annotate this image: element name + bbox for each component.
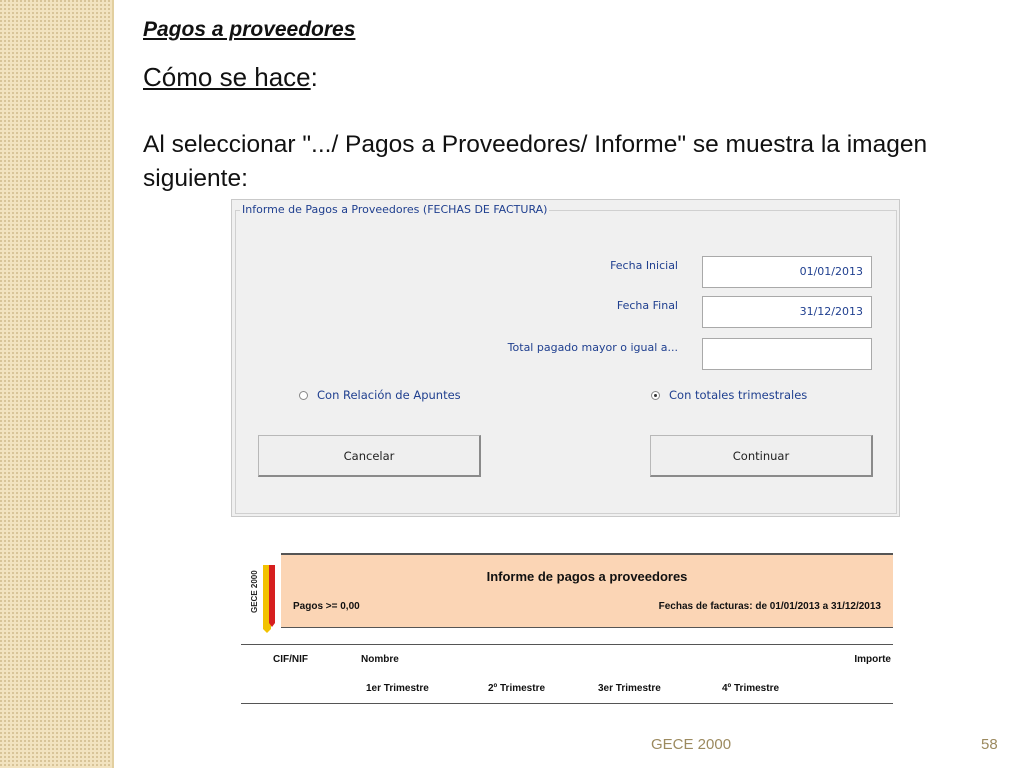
report-filter: Pagos >= 0,00 [293, 601, 360, 612]
footer-brand: GECE 2000 [651, 736, 732, 753]
col-cif: CIF/NIF [273, 654, 308, 665]
radio-totales-trimestrales[interactable] [651, 388, 807, 402]
continue-button[interactable]: Continuar [650, 435, 873, 477]
col-trimestre-1: 1er Trimestre [366, 683, 429, 694]
dialog-group-title: Informe de Pagos a Proveedores (FECHAS DE FACTURA) [242, 203, 548, 216]
fecha-inicial-input[interactable]: 01/01/2013 [702, 256, 872, 288]
report-header [281, 553, 893, 628]
report-rule-bottom [241, 703, 893, 704]
intro-text: Al seleccionar ".../ Pagos a Proveedores/ Informe" se muestra la imagen siguiente: [143, 131, 928, 192]
report-dialog [231, 199, 900, 517]
radio-relacion-apuntes[interactable] [299, 388, 461, 402]
report-date-range: Fechas de facturas: de 01/01/2013 a 31/12/2013 [658, 601, 881, 612]
subtitle-text: Cómo se hace [143, 62, 311, 92]
fecha-final-label: Fecha Final [616, 299, 678, 312]
col-trimestre-4: 4º Trimestre [722, 683, 780, 694]
logo-text: GECE 2000 [250, 570, 259, 613]
col-trimestre-2: 2º Trimestre [488, 683, 546, 694]
radio-relacion-label: Con Relación de Apuntes [317, 388, 461, 402]
col-trimestre-3: 3er Trimestre [598, 683, 661, 694]
total-label: Total pagado mayor o igual a... [507, 341, 678, 354]
total-input[interactable] [702, 338, 872, 370]
report-preview [241, 553, 893, 708]
decorative-side-strip [0, 0, 114, 768]
radio-checked-icon[interactable] [651, 391, 660, 400]
fecha-inicial-label: Fecha Inicial [610, 259, 678, 272]
subtitle-colon: : [310, 62, 318, 92]
col-importe: Importe [854, 654, 891, 665]
gece-logo [247, 563, 277, 633]
cancel-button[interactable]: Cancelar [258, 435, 481, 477]
report-title: Informe de pagos a proveedores [486, 569, 688, 584]
section-title: Pagos a proveedores [143, 18, 356, 41]
radio-trimestrales-label: Con totales trimestrales [669, 388, 808, 402]
radio-unchecked-icon[interactable] [299, 391, 308, 400]
subtitle [143, 62, 318, 93]
page-number: 58 [981, 736, 998, 753]
report-rule-top [241, 644, 893, 645]
fecha-final-input[interactable]: 31/12/2013 [702, 296, 872, 328]
col-nombre: Nombre [361, 654, 399, 665]
